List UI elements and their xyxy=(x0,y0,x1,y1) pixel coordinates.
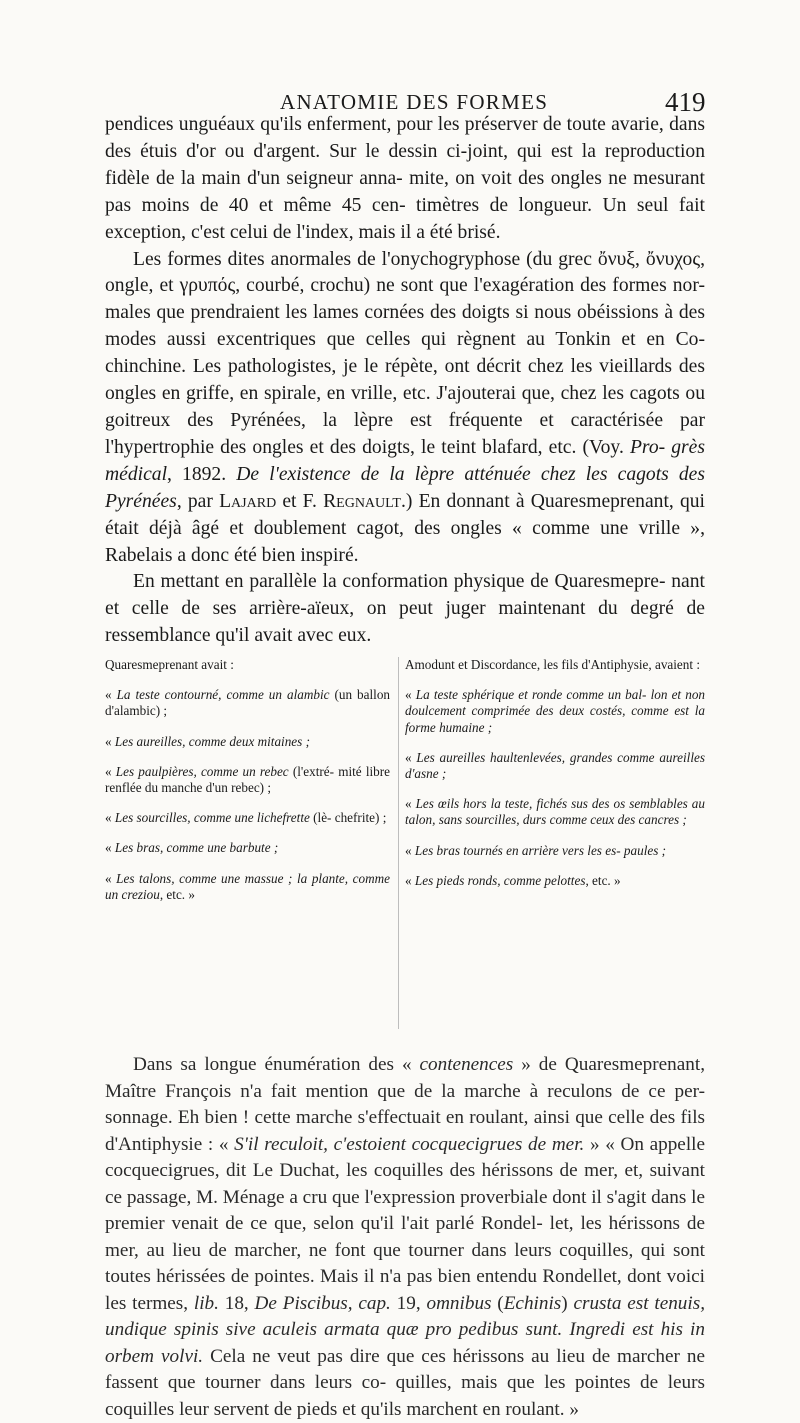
citation-journal: Pro- grès médical xyxy=(105,436,705,485)
citation-title: De l'existence de la lèpre atténuée chez les cagots des Pyrénées xyxy=(105,463,706,512)
running-head xyxy=(0,14,800,117)
paragraph-1 xyxy=(105,112,705,247)
left-item xyxy=(105,734,390,750)
left-item-rest: (un ballon d'alambic) ; xyxy=(105,687,391,719)
closing-italic-3: lib. xyxy=(193,1292,219,1314)
left-item-italic: Les paulpières, comme un rebec xyxy=(115,763,289,779)
quote-open: « xyxy=(405,796,416,812)
closing-text xyxy=(105,1052,705,1423)
closing-text-f: ( xyxy=(491,1292,504,1314)
right-item-italic: La teste sphérique et ronde comme un bal- lon et non doulcement comprimée des deux costés, comme est la forme humaine ; xyxy=(405,687,706,735)
paragraph-2 xyxy=(105,247,705,570)
closing-italic-1: contenences xyxy=(419,1054,514,1075)
closing-text-e: 19, xyxy=(390,1292,427,1314)
right-item xyxy=(405,750,705,782)
right-item-italic: Les œils hors la teste, fichés sus des os semblables au talon, sans sourcilles, durs comme ceux des cancres ; xyxy=(405,796,705,828)
right-item xyxy=(405,796,705,828)
left-item-italic: Les sourcilles, comme une lichefrette xyxy=(114,810,310,826)
quote-open: « xyxy=(405,749,417,765)
main-text xyxy=(105,112,705,650)
paragraph-3-text: En mettant en parallèle la conformation physique de Quaresmepre- nant et celle de ses arrière-aïeux, on peut juger maintenant du degré de ressemblance qu'il avait avec eux. xyxy=(105,571,705,647)
running-title: ANATOMIE DES FORMES xyxy=(280,90,549,114)
left-column xyxy=(105,657,390,917)
quote-open: « xyxy=(105,733,115,749)
closing-italic-6: Echinis xyxy=(503,1292,562,1314)
closing-italic-2: S'il reculoit, c'estoient cocquecigrues de mer. xyxy=(234,1133,585,1155)
comparison-columns xyxy=(105,657,705,1037)
left-item xyxy=(105,764,390,796)
paragraph-2-text-c: , par xyxy=(176,490,220,512)
left-column-heading: Quaresmeprenant avait : xyxy=(105,657,234,672)
paragraph-2-text-e: .) En donnant à Quaresmeprenant, qui était déjà âgé et doublement cagot, des ongles « comme une vrille », Rabelais a donc été bien inspiré. xyxy=(105,490,706,566)
left-item-rest: , etc. » xyxy=(159,886,195,902)
left-item-italic: Les aureilles, comme deux mitaines ; xyxy=(114,733,310,749)
closing-paragraph xyxy=(105,1052,705,1423)
column-divider xyxy=(398,657,399,1029)
right-item-rest: , etc. » xyxy=(585,872,621,888)
quote-open: « xyxy=(405,872,415,888)
left-item xyxy=(105,840,390,856)
paragraph-2-text-d: et F. xyxy=(276,490,324,512)
page-number: 419 xyxy=(665,87,706,117)
paragraph-1-text: pendices unguéaux qu'ils enferment, pour les préserver de toute avarie, dans des étuis d'or ou d'argent. Sur le dessin ci-joint, qui est la reproduction fidèle de la main d'un seigneur anna- mite, on voit des ongles ne mesurant pas moins de 40 et même 45 cen- timètres de longueur. Un seul fait exception, c'est celui de l'index, mais il a été brisé. xyxy=(105,114,705,243)
quote-open: « xyxy=(105,840,115,856)
quote-open: « xyxy=(105,687,117,703)
paragraph-2-text-a: Les formes dites anormales de l'onychogryphose (du grec ὄνυξ, ὄνυχος, ongle, et γρυπός, courbé, crochu) ne sont que l'exagération des formes nor- males que prendraient les lames cornées des doigts si nous obéissions à des modes aussi excentriques que celles qui règnent au Tonkin et en Co- chinchine. Les pathologistes, je le répète, ont décrit chez les vieillards des ongles en griffe, en spirale, en vrille, etc. J'ajouterai que, chez les cagots ou goitreux des Pyrénées, la lèpre est fréquente et caractérisée par l'hypertrophie des ongles et des doigts, le teint blafard, etc. (Voy. xyxy=(105,248,705,458)
right-column xyxy=(405,657,705,903)
right-item-italic: Les bras tournés en arrière vers les es- paules ; xyxy=(414,842,667,858)
right-item xyxy=(405,687,705,736)
quote-open: « xyxy=(105,810,115,826)
closing-italic-7: crusta est tenuis, undique spinis sive aculeis armata quæ pro pedibus sunt. Ingredi est his in orbem volvi. xyxy=(105,1292,705,1367)
right-column-heading: Amodunt et Discordance, les fils d'Antiphysie, avaient : xyxy=(405,657,700,672)
closing-text-g: ) xyxy=(561,1292,574,1314)
quote-open: « xyxy=(405,687,416,703)
left-item-italic: Les bras, comme une barbute ; xyxy=(114,840,279,856)
left-item xyxy=(105,810,390,826)
closing-italic-4: De Piscibus, cap. xyxy=(254,1292,391,1314)
left-item-italic: Les talons, comme une massue ; la plante, comme un creziou xyxy=(105,870,390,902)
paragraph-2-text-b: , 1892. xyxy=(167,463,237,485)
right-item xyxy=(405,843,705,859)
closing-text-b: » de Quaresmeprenant, Maître François n'a fait mention que de la marche à reculons de ce per- sonnage. Eh bien ! cette marche s'effectuait en roulant, ainsi que celle des fils d'Antiphysie : « xyxy=(105,1054,705,1155)
citation-author-2: Regnault xyxy=(323,490,401,512)
left-item xyxy=(105,871,390,903)
left-item-italic: La teste contourné, comme un alambic xyxy=(116,687,330,703)
closing-text-d: 18, xyxy=(218,1292,255,1314)
right-item-italic: Les pieds ronds, comme pelottes xyxy=(414,872,586,888)
closing-text-h: Cela ne veut pas dire que ces hérissons au lieu de marcher ne fassent que tourner dans leurs co- quilles, mais que les pointes de leurs coquilles leur servent de pieds et qu'ils marchent en roulant. » xyxy=(105,1345,705,1420)
right-item xyxy=(405,873,705,889)
quote-open: « xyxy=(105,763,116,779)
right-item-italic: Les aureilles haultenlevées, grandes comme aureilles d'asne ; xyxy=(405,749,705,782)
left-item-rest: (l'extré- mité libre renflée du manche d'un rebec) ; xyxy=(105,763,390,796)
closing-text-a: Dans sa longue énumération des « xyxy=(133,1054,420,1075)
left-item xyxy=(105,687,390,719)
paragraph-3 xyxy=(105,569,705,650)
quote-open: « xyxy=(105,870,117,886)
closing-text-c: » « On appelle cocquecigrues, dit Le Duchat, les coquilles des hérissons de mer, et, suivant ce passage, M. Ménage a cru que l'expression proverbiale dont il s'agit dans le premier venait de ce que, selon qu'il l'ait parlé Rondel- let, les hérissons de mer, au lieu de marcher, ne font que tourner dans leurs coquilles, qui sont toutes hérissées de pointes. Mais il n'a pas bien entendu Rondellet, dont voici les termes, xyxy=(105,1133,705,1314)
quote-open: « xyxy=(405,842,415,858)
citation-author-1: Lajard xyxy=(219,490,277,512)
left-item-rest: (lè- chefrite) ; xyxy=(309,810,387,826)
closing-italic-5: omnibus xyxy=(426,1292,492,1314)
